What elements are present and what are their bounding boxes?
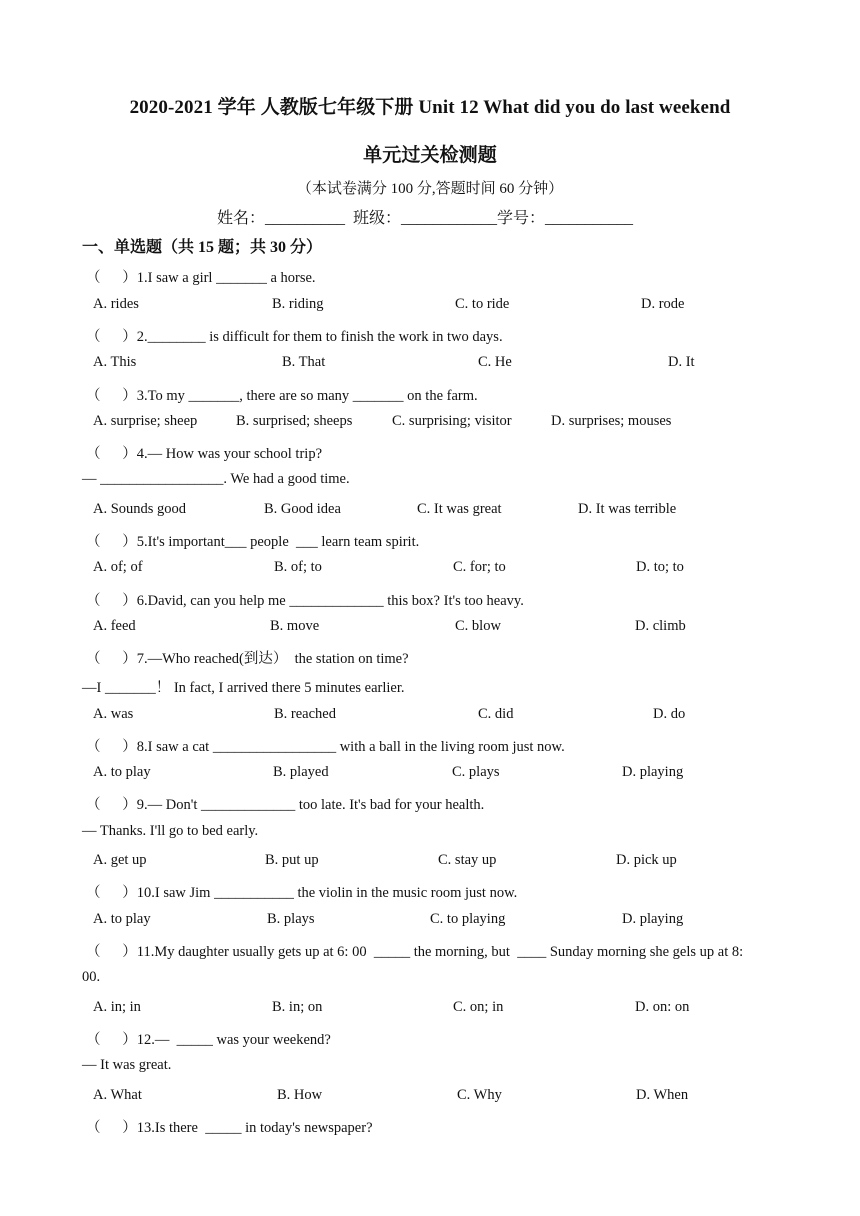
question-4-option-d: D. It was terrible bbox=[578, 501, 677, 517]
question-5-option-c: C. for; to bbox=[453, 559, 506, 575]
question-2-stem: （ ）2.________ is difficult for them to finish the work in two days. bbox=[86, 329, 503, 345]
question-1-option-d: D. rode bbox=[641, 296, 685, 312]
question-1-option-b: B. riding bbox=[272, 296, 324, 312]
question-6-option-d: D. climb bbox=[635, 618, 686, 634]
question-3-option-d: D. surprises; mouses bbox=[551, 413, 672, 429]
question-1-option-a: A. rides bbox=[93, 296, 139, 312]
question-7-option-c: C. did bbox=[478, 706, 514, 722]
question-7-option-a: A. was bbox=[93, 706, 134, 722]
question-5-option-b: B. of; to bbox=[274, 559, 322, 575]
question-10-option-a: A. to play bbox=[93, 911, 151, 927]
question-8-stem: （ ）8.I saw a cat _________________ with a ball in the living room just now. bbox=[86, 739, 565, 755]
question-6-option-b: B. move bbox=[270, 618, 320, 634]
question-5-option-a: A. of; of bbox=[93, 559, 143, 575]
question-4-stem: （ ）4.— How was your school trip? bbox=[86, 446, 323, 462]
question-11-option-d: D. on: on bbox=[635, 999, 690, 1015]
question-5-stem: （ ）5.It's important___ people ___ learn team spirit. bbox=[86, 534, 420, 550]
question-2-option-a: A. This bbox=[93, 354, 137, 370]
question-7-option-b: B. reached bbox=[274, 706, 336, 722]
question-9-dialogue: — Thanks. I'll go to bed early. bbox=[82, 823, 259, 839]
question-9-option-a: A. get up bbox=[93, 852, 147, 868]
question-5-option-d: D. to; to bbox=[636, 559, 684, 575]
question-4-dialogue: — _________________. We had a good time. bbox=[82, 471, 350, 487]
question-1-option-c: C. to ride bbox=[455, 296, 510, 312]
question-10-option-b: B. plays bbox=[267, 911, 315, 927]
question-8-option-d: D. playing bbox=[622, 764, 684, 780]
question-3-option-c: C. surprising; visitor bbox=[392, 413, 512, 429]
question-12-dialogue: — It was great. bbox=[82, 1057, 172, 1073]
question-12-option-c: C. Why bbox=[457, 1087, 502, 1103]
question-7-dialogue: —I _______！ In fact, I arrived there 5 minutes earlier. bbox=[82, 680, 405, 696]
question-12-option-a: A. What bbox=[93, 1087, 142, 1103]
question-6-stem: （ ）6.David, can you help me _____________ this box? It's too heavy. bbox=[86, 593, 524, 609]
question-8-option-b: B. played bbox=[273, 764, 329, 780]
question-1-stem: （ ）1.I saw a girl _______ a horse. bbox=[86, 270, 316, 286]
question-10-option-d: D. playing bbox=[622, 911, 684, 927]
exam-note: （本试卷满分 100 分,答题时间 60 分钟） bbox=[296, 181, 564, 197]
question-9-stem: （ ）9.— Don't _____________ too late. It's bad for your health. bbox=[86, 797, 485, 813]
question-4-option-c: C. It was great bbox=[417, 501, 502, 517]
question-11-option-b: B. in; on bbox=[272, 999, 323, 1015]
question-3-stem: （ ）3.To my _______, there are so many _______ on the farm. bbox=[86, 388, 478, 404]
question-2-option-b: B. That bbox=[282, 354, 326, 370]
student-info-line: 姓名：__________ 班级：____________学号：___________ bbox=[217, 210, 634, 227]
question-11-continuation: 00. bbox=[82, 969, 101, 985]
question-13-stem: （ ）13.Is there _____ in today's newspaper? bbox=[86, 1120, 373, 1136]
question-8-option-c: C. plays bbox=[452, 764, 500, 780]
question-9-option-d: D. pick up bbox=[616, 852, 677, 868]
question-4-option-a: A. Sounds good bbox=[93, 501, 187, 517]
exam-subtitle: 单元过关检测题 bbox=[363, 145, 497, 166]
question-6-option-a: A. feed bbox=[93, 618, 136, 634]
question-6-option-c: C. blow bbox=[455, 618, 501, 634]
question-12-stem: （ ）12.— _____ was your weekend? bbox=[86, 1032, 331, 1048]
question-7-stem: （ ）7.—Who reached(到达） the station on time? bbox=[86, 651, 409, 667]
question-12-option-b: B. How bbox=[277, 1087, 323, 1103]
exam-title: 2020-2021 学年 人教版七年级下册 Unit 12 What did you do last weekend bbox=[129, 97, 731, 118]
question-2-option-d: D. It bbox=[668, 354, 695, 370]
question-9-option-c: C. stay up bbox=[438, 852, 497, 868]
question-3-option-b: B. surprised; sheeps bbox=[236, 413, 353, 429]
question-9-option-b: B. put up bbox=[265, 852, 319, 868]
question-7-option-d: D. do bbox=[653, 706, 686, 722]
question-4-option-b: B. Good idea bbox=[264, 501, 341, 517]
question-3-option-a: A. surprise; sheep bbox=[93, 413, 198, 429]
question-11-option-a: A. in; in bbox=[93, 999, 141, 1015]
question-10-stem: （ ）10.I saw Jim ___________ the violin in the music room just now. bbox=[86, 885, 518, 901]
question-8-option-a: A. to play bbox=[93, 764, 151, 780]
question-11-option-c: C. on; in bbox=[453, 999, 504, 1015]
question-11-stem: （ ）11.My daughter usually gets up at 6: 00 _____ the morning, but ____ Sunday morning she gels up at 8: bbox=[86, 944, 744, 960]
question-12-option-d: D. When bbox=[636, 1087, 689, 1103]
question-10-option-c: C. to playing bbox=[430, 911, 506, 927]
question-2-option-c: C. He bbox=[478, 354, 512, 370]
section-title: 一、单选题（共 15 题；共 30 分） bbox=[82, 239, 323, 256]
